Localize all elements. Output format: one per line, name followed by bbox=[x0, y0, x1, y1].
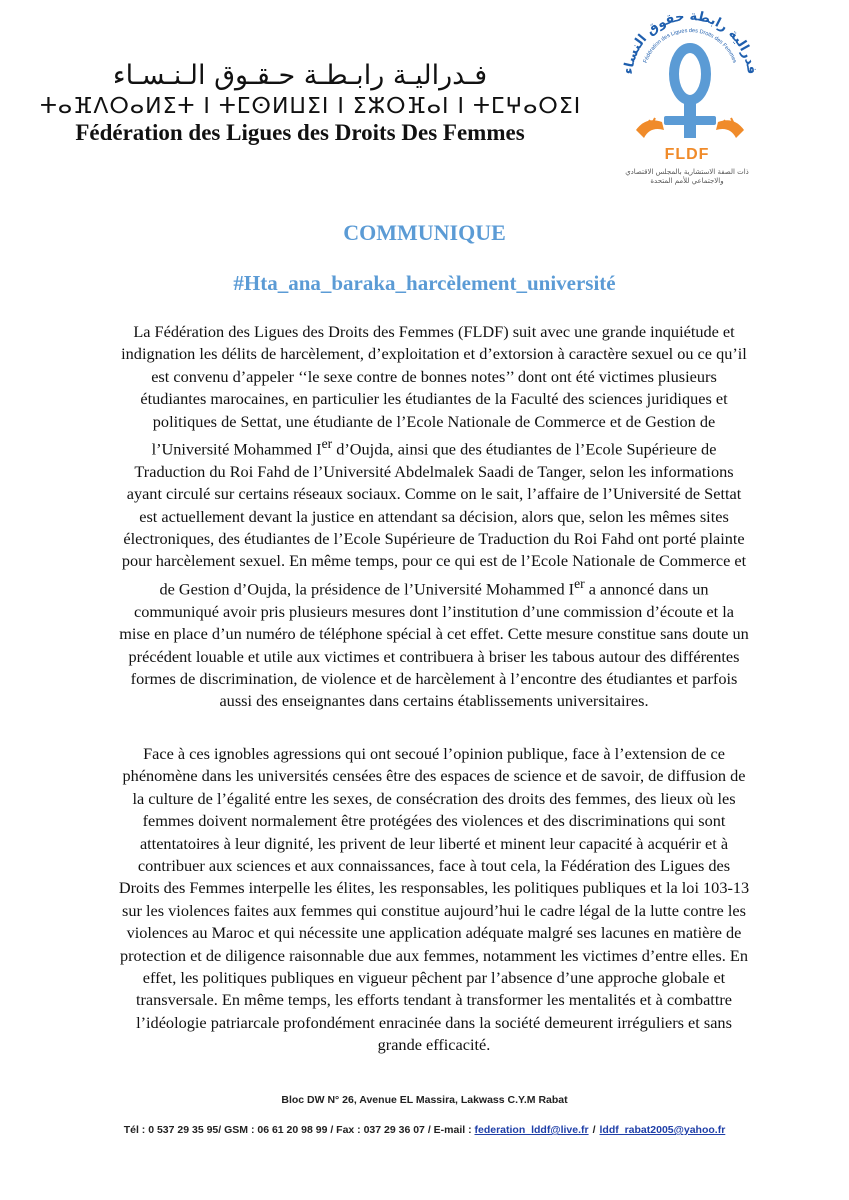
footer-contact bbox=[0, 1124, 849, 1136]
document-hashtag: #Hta_ana_baraka_harcèlement_université bbox=[233, 271, 616, 295]
body-paragraph-2: Face à ces ignobles agressions qui ont secoué l’opinion publique, face à l’extension de ce phénomène dans les universités censées être des espaces de science et de savoir, de diffusion de la culture de l’égalité entre les sexes, de consécration des droits des femmes, des lieux où les femmes doivent normalement être protégées des violences et des discriminations qui sont attentatoires à leur dignité, les privent de leur liberté et minent leur capacité à acquérir et à contribuer aux sciences et aux connaissances, face à tout cela, la Fédération des Ligues des Droits des Femmes interpelle les élites, les responsables, les politiques publiques et la loi 103-13 sur les violences faites aux femmes qui constitue aujourd’hui le cadre légal de la lutte contre les violences au Maroc et qui nécessite une application adéquate malgré ses lacunes en matière de protection et de diligence raisonnable due aux femmes, notamment les victimes d’entre elles. En effet, les politiques publiques en vigueur pêchent par l’absence d’une approche globale et transversale. En même temps, les efforts tendant à transformer les mentalités et à combattre l’idéologie patriarcale profondément enracinée dans la société demeurent irréguliers et sans grande efficacité. bbox=[118, 744, 750, 1055]
header-french-name: Fédération des Ligues des Droits Des Femmes bbox=[75, 120, 525, 145]
email-link-live[interactable]: federation_lddf@live.fr bbox=[474, 1124, 589, 1136]
email-link-yahoo[interactable]: lddf_rabat2005@yahoo.fr bbox=[599, 1124, 726, 1136]
separator: / bbox=[592, 1124, 596, 1136]
body-paragraph-1 bbox=[118, 321, 750, 713]
svg-text:فدرالية رابطة حقوق النساء bbox=[621, 9, 759, 75]
logo-status-text bbox=[612, 168, 762, 186]
paragraph-text: a annoncé dans un communiqué avoir pris plusieurs mesures dont l’institution d’une commission d’écoute et la mise en place d’un numéro de téléphone spécial à cet effet. Cette mesure constitue sans doute un précédent louable et utile aux victimes et contribuera à briser les tabous autour des différentes formes de discrimination, de violence et de harcèlement à l’encontre des étudiantes et parfois aussi des enseignantes dans certains établissements universitaires. bbox=[119, 579, 749, 711]
footer-address: Bloc DW N° 26, Avenue EL Massira, Lakwass C.Y.M Rabat bbox=[281, 1094, 568, 1106]
logo-acronym: FLDF bbox=[664, 146, 710, 163]
logo-status-line: والاجتماعي للأمم المتحدة bbox=[650, 177, 724, 185]
venus-symbol-with-hands-icon bbox=[612, 8, 762, 193]
superscript: er bbox=[321, 436, 333, 452]
fldf-logo bbox=[612, 8, 762, 193]
header-arabic-name: فـدراليـة رابـطـة حـقـوق الـنـسـاء bbox=[112, 60, 488, 91]
header-tifinagh-name: ⵜⴰⴼⴷⵔⴰⵍⵉⵜ ⵏ ⵜⵎⵙⵍⵡⵉⵏ ⵏ ⵉⵣⵔⴼⴰⵏ ⵏ ⵜⵎⵖⴰⵔⵉⵏ bbox=[40, 94, 582, 119]
paragraph-text: d’Oujda, ainsi que des étudiantes de l’Ecole Supérieure de Traduction du Roi Fahd de l’Université Abdelmalek Saadi de Tanger, selon les informations ayant circulé sur certains réseaux sociaux. Comme on le sait, l’affaire de l’Université de Settat est actuellement devant la justice en attendant sa décision, alors que, selon les mêmes sites électroniques, des étudiantes de l’Ecole Supérieure de Traduction du Roi Fahd ont porté plainte pour harcèlement sexuel. En même temps, pour ce qui est de l’Ecole Nationale de Commerce et de Gestion d’Oujda, la présidence de l’Université Mohammed I bbox=[121, 439, 747, 599]
paragraph-text: La Fédération des Ligues des Droits des Femmes (FLDF) suit avec une grande inquiétude et indignation les délits de harcèlement, d’exploitation et d’extorsion à caractère sexuel ou ce qu’il est convenu d’appeler ‘‘le sexe contre de bonnes notes’’ dont ont été victimes plusieurs étudiantes marocaines, en particulier les étudiantes de la Faculté des sciences juridiques et politiques de Settat, une étudiante de l’Ecole Nationale de Commerce et de Gestion de l’Université Mohammed I bbox=[121, 322, 747, 459]
logo-status-line: ذات الصفة الاستشارية بالمجلس الاقتصادي bbox=[625, 168, 749, 176]
superscript: er bbox=[574, 575, 585, 591]
logo-arc-arabic: فدرالية رابطة حقوق النساء bbox=[621, 8, 759, 76]
logo-arc-french: Fédération des Ligues des Droits des Femmes bbox=[642, 27, 738, 64]
contact-details: Tél : 0 537 29 35 95/ GSM : 06 61 20 98 99 / Fax : 037 29 36 07 / E-mail : bbox=[123, 1124, 475, 1136]
document-title: COMMUNIQUE bbox=[343, 220, 506, 245]
